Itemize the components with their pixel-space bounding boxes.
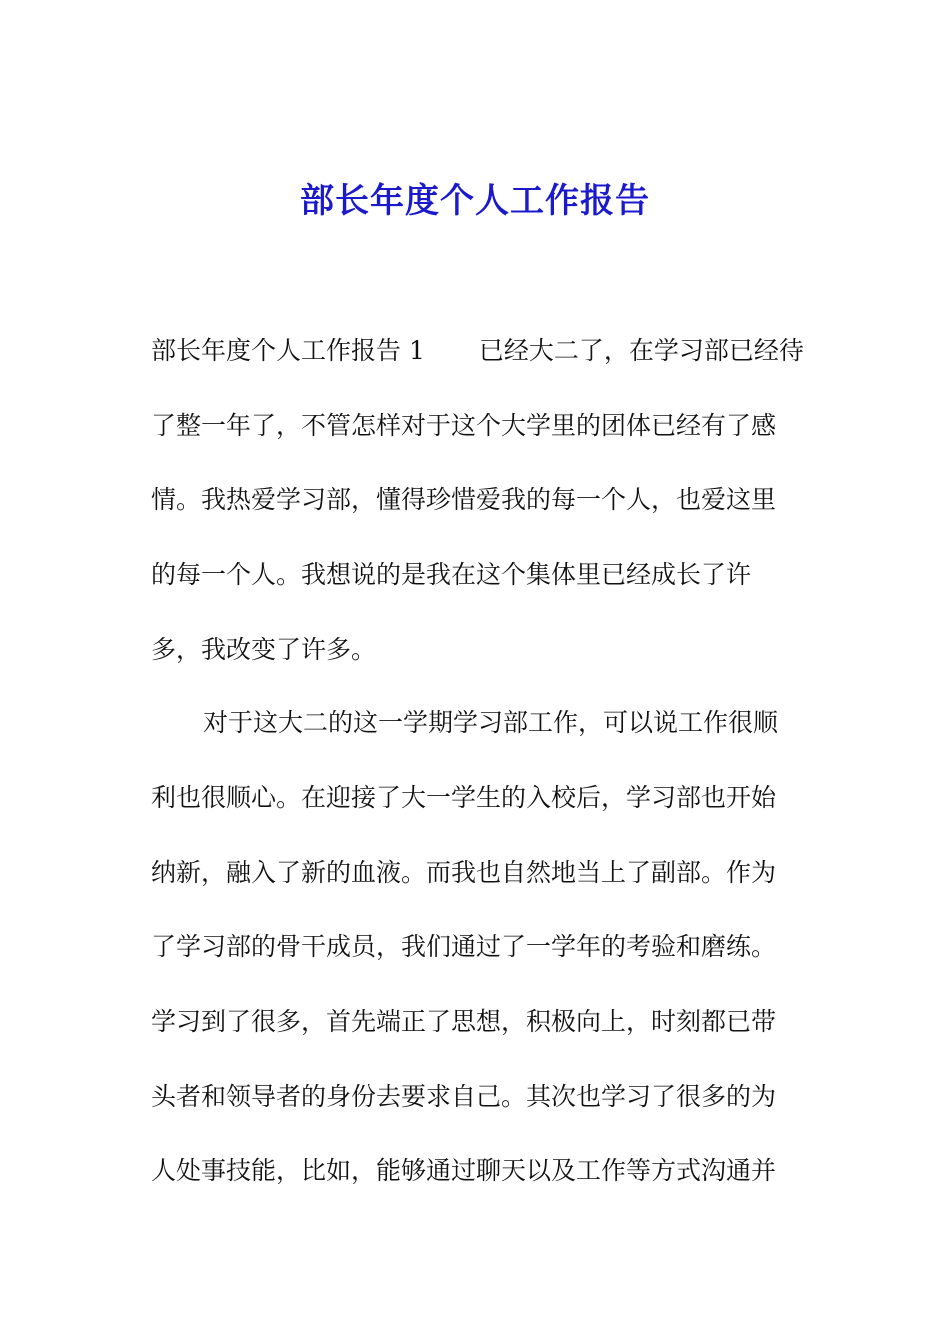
text-line: 纳新，融入了新的血液。而我也自然地当上了副部。作为: [151, 858, 777, 887]
text-line: [151, 333, 831, 369]
paragraph-first-line: 对于这大二的这一学期学习部工作，可以说工作很顺: [203, 708, 779, 737]
text-line-content: 已经大二了，在学习部已经待: [478, 336, 804, 365]
text-line: 人处事技能，比如，能够通过聊天以及工作等方式沟通并: [151, 1156, 777, 1185]
text-line: 多，我改变了许多。: [151, 635, 377, 664]
document-title: 部长年度个人工作报告: [300, 181, 650, 221]
text-line: 学习到了很多，首先端正了思想，积极向上，时刻都已带: [151, 1007, 777, 1036]
text-line: 头者和领导者的身份去要求自己。其次也学习了很多的为: [151, 1082, 777, 1111]
text-line: 了学习部的骨干成员，我们通过了一学年的考验和磨练。: [151, 932, 777, 961]
section-heading: 部长年度个人工作报告 1: [151, 336, 425, 365]
text-line: 了整一年了，不管怎样对于这个大学里的团体已经有了感: [151, 411, 777, 440]
text-line: 情。我热爱学习部，懂得珍惜爱我的每一个人，也爱这里: [151, 485, 777, 514]
text-line: 利也很顺心。在迎接了大一学生的入校后，学习部也开始: [151, 783, 777, 812]
text-line: 的每一个人。我想说的是我在这个集体里已经成长了许: [151, 560, 752, 589]
